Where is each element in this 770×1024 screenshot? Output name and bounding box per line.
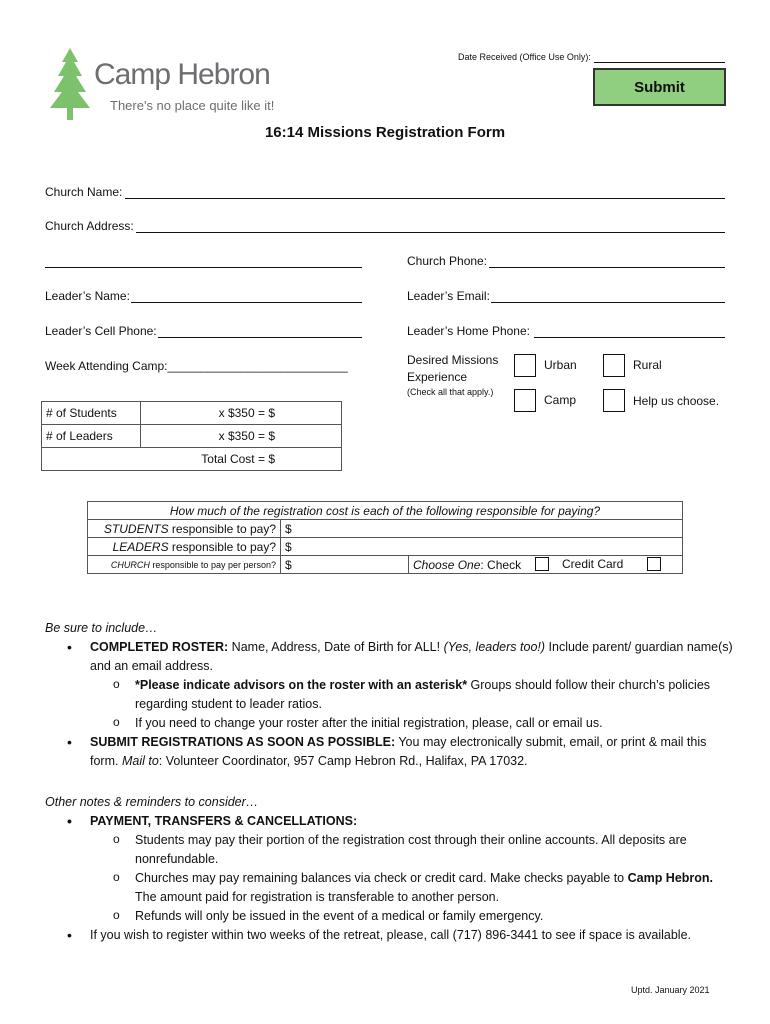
experience-note: (Check all that apply.) <box>407 387 494 397</box>
updated-date: Uptd. January 2021 <box>631 985 710 995</box>
leader-cell-field[interactable] <box>158 337 362 338</box>
students-rest: responsible to pay? <box>168 521 276 536</box>
leader-email-label: Leader’s Email: <box>407 289 490 303</box>
roster-bold: COMPLETED ROSTER: <box>90 640 229 654</box>
table-row <box>88 556 683 574</box>
week-attending-field[interactable]: ___________________________ <box>167 359 348 373</box>
choose-one-rest: : Check <box>480 557 522 572</box>
notes-section <box>45 793 735 945</box>
logo-name: Camp Hebron <box>94 58 270 91</box>
date-received-label: Date Received (Office Use Only): <box>458 52 591 62</box>
list-item <box>45 638 735 676</box>
students-pay-text: Students may pay their portion of the registration cost through their online accounts. All deposits are nonrefundable. <box>135 833 687 866</box>
church-address-line2-field[interactable] <box>45 267 362 268</box>
leader-email-field[interactable] <box>491 302 725 303</box>
help-choose-label: Help us choose. <box>633 394 720 408</box>
students-count-label: # of Students <box>42 402 141 425</box>
rural-label: Rural <box>633 358 662 372</box>
list-item <box>45 714 735 733</box>
church-address-field[interactable] <box>136 232 725 233</box>
experience-label-line2: Experience <box>407 370 468 384</box>
include-heading: Be sure to include… <box>45 621 158 635</box>
camp-checkbox[interactable] <box>514 389 536 412</box>
table-row <box>42 402 342 425</box>
credit-card-checkbox[interactable] <box>647 557 661 571</box>
church-name-label: Church Name: <box>45 185 123 199</box>
submit-button[interactable] <box>593 68 726 106</box>
leaders-em: LEADERS <box>112 539 169 554</box>
list-item <box>45 812 735 831</box>
check-payment-checkbox[interactable] <box>535 557 549 571</box>
table-row <box>42 425 342 448</box>
leaders-amount-field[interactable]: $ <box>281 538 683 556</box>
submit-asap-text: You may electronically submit, email, or print & mail this form. <box>90 735 707 768</box>
leaders-cost-field[interactable]: x $350 = $ <box>141 425 342 448</box>
week-attending-label[interactable] <box>45 359 348 373</box>
experience-label-line1: Desired Missions <box>407 353 499 367</box>
urban-checkbox[interactable] <box>514 354 536 377</box>
leaders-responsible-label <box>88 538 281 556</box>
two-weeks-text: If you wish to register within two weeks of the retreat, please, call (717) 896-3441 to see if space is available. <box>90 928 692 942</box>
church-address-label: Church Address: <box>45 219 134 233</box>
church-name-field[interactable] <box>125 198 725 199</box>
responsibility-table <box>87 501 683 574</box>
list-item <box>45 869 735 907</box>
church-phone-field[interactable] <box>489 267 725 268</box>
form-title: 16:14 Missions Registration Form <box>264 124 506 141</box>
total-cost-field[interactable]: Total Cost = $ <box>42 448 342 471</box>
leader-cell-label: Leader’s Cell Phone: <box>45 324 157 338</box>
churches-pay-text1: Churches may pay remaining balances via check or credit card. Make checks payable to <box>135 871 628 885</box>
table-row <box>42 448 342 471</box>
church-rest: responsible to pay per person? <box>149 559 276 570</box>
list-item <box>45 926 735 945</box>
table-row <box>88 520 683 538</box>
camp-hebron-logo <box>48 46 288 122</box>
church-amount-field[interactable]: $ <box>281 556 409 574</box>
students-responsible-label <box>88 520 281 538</box>
logo-tagline: There's no place quite like it! <box>110 98 275 113</box>
table-row <box>88 538 683 556</box>
submit-asap-bold: SUBMIT REGISTRATIONS AS SOON AS POSSIBLE: <box>90 735 396 749</box>
list-item <box>45 733 735 771</box>
leaders-count-label: # of Leaders <box>42 425 141 448</box>
choose-one-em: Choose One <box>413 557 481 572</box>
mail-address: : Volunteer Coordinator, 957 Camp Hebron Rd., Halifax, PA 17032. <box>158 754 528 768</box>
list-item <box>45 831 735 869</box>
payment-choice-cell <box>409 556 683 574</box>
urban-label: Urban <box>544 358 577 372</box>
list-item <box>45 676 735 714</box>
leader-name-label: Leader’s Name: <box>45 289 130 303</box>
credit-card-label: Credit Card <box>562 557 624 571</box>
refunds-text: Refunds will only be issued in the event of a medical or family emergency. <box>135 909 544 923</box>
church-responsible-label <box>88 556 281 574</box>
students-amount-field[interactable]: $ <box>281 520 683 538</box>
payment-bold: PAYMENT, TRANSFERS & CANCELLATIONS: <box>90 814 358 828</box>
leader-home-label: Leader’s Home Phone: <box>407 324 530 338</box>
roster-text2: Include parent/ guardian name(s) and an email address. <box>90 640 733 673</box>
submit-button-label: Submit <box>634 78 685 96</box>
roster-text1: Name, Address, Date of Birth for ALL! <box>228 640 444 654</box>
include-section <box>45 619 735 771</box>
churches-pay-bold: Camp Hebron. <box>627 871 714 885</box>
date-received-field[interactable] <box>594 62 725 63</box>
rural-checkbox[interactable] <box>603 354 625 377</box>
list-item <box>45 907 735 926</box>
leader-home-field[interactable] <box>534 337 725 338</box>
pine-tree-icon <box>48 46 92 122</box>
camp-label: Camp <box>544 393 577 407</box>
church-phone-label: Church Phone: <box>407 254 488 268</box>
change-roster-text: If you need to change your roster after the initial registration, please, call or email us. <box>135 716 603 730</box>
responsibility-question: How much of the registration cost is each of the following responsible for paying? <box>88 502 683 520</box>
week-attending-text: Week Attending Camp: <box>45 359 168 373</box>
cost-table <box>41 401 342 471</box>
leader-name-field[interactable] <box>131 302 362 303</box>
help-choose-checkbox[interactable] <box>603 389 625 412</box>
church-em: CHURCH <box>110 559 150 570</box>
table-row <box>88 502 683 520</box>
roster-italic: (Yes, leaders too!) <box>443 640 546 654</box>
notes-heading: Other notes & reminders to consider… <box>45 795 259 809</box>
mail-to-italic: Mail to <box>121 754 159 768</box>
churches-pay-text2: The amount paid for registration is transferable to another person. <box>135 890 500 904</box>
advisors-bold: *Please indicate advisors on the roster with an asterisk* <box>135 678 468 692</box>
students-cost-field[interactable]: x $350 = $ <box>141 402 342 425</box>
students-em: STUDENTS <box>103 521 169 536</box>
advisors-text: Groups should follow their church’s policies regarding student to leader ratios. <box>135 678 711 711</box>
leaders-rest: responsible to pay? <box>168 539 276 554</box>
